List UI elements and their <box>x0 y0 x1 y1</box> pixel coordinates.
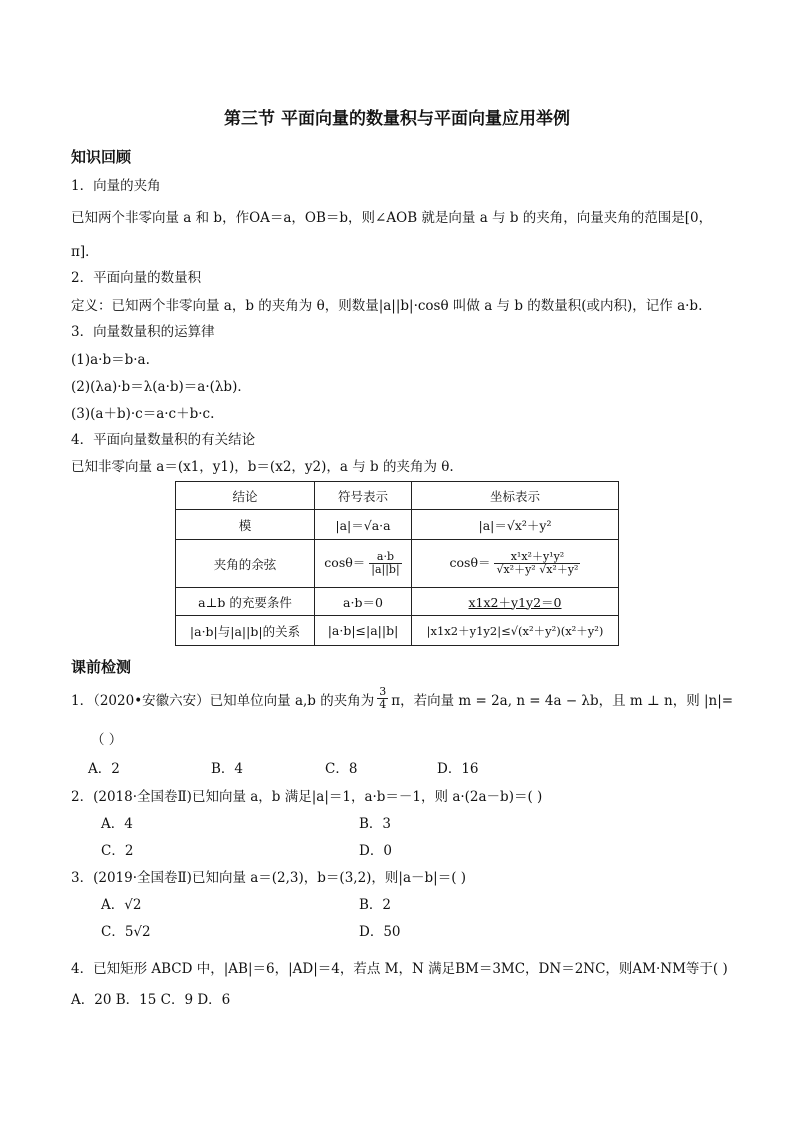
table-cell: |a|＝√a·a <box>315 510 412 540</box>
q1-option-b: B．4 <box>211 761 244 777</box>
s1-line2: π]． <box>71 244 99 260</box>
table-cell: a·b＝0 <box>315 588 412 616</box>
s4-title: 4．平面向量数量积的有关结论 <box>71 432 256 448</box>
table-cell: a⊥b 的充要条件 <box>176 588 315 616</box>
s2-title: 2．平面向量的数量积 <box>71 270 202 286</box>
table-cell: 夹角的余弦 <box>176 540 315 588</box>
q3-option-b: B．2 <box>359 897 392 913</box>
table-cell: |x1x2＋y1y2|≤√(x²＋y²)(x²＋y²) <box>412 616 619 646</box>
fraction-denominator: √x²＋y² √x²＋y² <box>496 563 579 576</box>
q3-option-d: D．50 <box>359 924 401 940</box>
q2-option-b: B．3 <box>359 816 392 832</box>
fraction-denominator: |a||b| <box>371 563 400 576</box>
s3-law3: (3)(a＋b)·c＝a·c＋b·c. <box>71 406 215 422</box>
s1-title: 1．向量的夹角 <box>71 178 161 194</box>
table-cell-fraction <box>315 540 412 588</box>
q1-answer-paren: （ ） <box>91 732 123 748</box>
s3-law2: (2)(λa)·b＝λ(a·b)＝a·(λb)． <box>71 379 251 395</box>
table-cell: 模 <box>176 510 315 540</box>
q1-stem-pre: 1．（2020•安徽六安）已知单位向量 a,b 的夹角为 <box>71 692 375 709</box>
table-header: 符号表示 <box>315 482 412 510</box>
s4-intro: 已知非零向量 a＝(x1，y1)，b＝(x2，y2)，a 与 b 的夹角为 θ. <box>71 459 454 475</box>
question-2-stem: 2．(2018·全国卷Ⅱ)已知向量 a，b 满足|a|＝1，a·b＝－1，则 a·(2a－b)＝( ) <box>71 789 543 805</box>
fraction-numerator: 3 <box>379 685 387 698</box>
fraction <box>369 551 401 576</box>
s3-law1: (1)a·b＝b·a. <box>71 352 150 368</box>
section-heading-pretest: 课前检测 <box>71 658 132 676</box>
table-header: 结论 <box>176 482 315 510</box>
question-3-stem: 3．(2019·全国卷Ⅱ)已知向量 a＝(2,3)，b＝(3,2)，则|a－b|＝( ) <box>71 870 467 886</box>
q2-option-d: D．0 <box>359 843 392 859</box>
question-1-stem <box>71 686 733 711</box>
table-cell: |a|＝√x²＋y² <box>412 510 619 540</box>
conclusion-table <box>175 481 619 646</box>
fraction <box>494 551 580 576</box>
q3-option-a: A．√2 <box>101 897 142 913</box>
table-cell: |a·b|≤|a||b| <box>315 616 412 646</box>
fraction-prefix: cosθ＝ <box>324 555 366 570</box>
table-cell: |a·b|与|a||b|的关系 <box>176 616 315 646</box>
section-heading-review: 知识回顾 <box>71 148 132 166</box>
q4-options: A．20 B．15 C．9 D．6 <box>71 992 231 1008</box>
q3-option-c: C．5√2 <box>101 924 151 940</box>
table-cell-fraction <box>412 540 619 588</box>
q2-option-c: C．2 <box>101 843 134 859</box>
fraction-denominator: 4 <box>379 698 387 712</box>
q2-option-a: A．4 <box>101 816 133 832</box>
q1-option-c: C．8 <box>325 761 358 777</box>
fraction-prefix: cosθ＝ <box>449 555 491 570</box>
table-header: 坐标表示 <box>412 482 619 510</box>
fraction-numerator: a·b <box>369 551 401 564</box>
page-title: 第三节 平面向量的数量积与平面向量应用举例 <box>224 109 570 129</box>
s3-title: 3．向量数量积的运算律 <box>71 324 215 340</box>
table-cell: x1x2＋y1y2＝0 <box>412 588 619 616</box>
q1-option-a: A．2 <box>88 761 120 777</box>
s1-line1: 已知两个非零向量 a 和 b，作OA＝a，OB＝b，则∠AOB 就是向量 a 与 b 的夹角，向量夹角的范围是[0， <box>71 210 713 226</box>
q1-fraction <box>377 686 388 711</box>
fraction-numerator: x¹x²＋y¹y² <box>494 551 580 564</box>
q1-option-d: D．16 <box>437 761 479 777</box>
s2-definition: 定义：已知两个非零向量 a，b 的夹角为 θ，则数量|a||b|·cosθ 叫做 a 与 b 的数量积(或内积)，记作 a·b. <box>71 298 703 314</box>
q1-stem-post: π，若向量 m = 2a, n = 4a − λb，且 m ⊥ n，则 |n|= <box>391 692 734 709</box>
question-4-stem: 4．已知矩形 ABCD 中，|AB|＝6，|AD|＝4，若点 M，N 满足BM＝3MC，DN＝2NC，则AM·NM等于( ) <box>71 961 728 977</box>
